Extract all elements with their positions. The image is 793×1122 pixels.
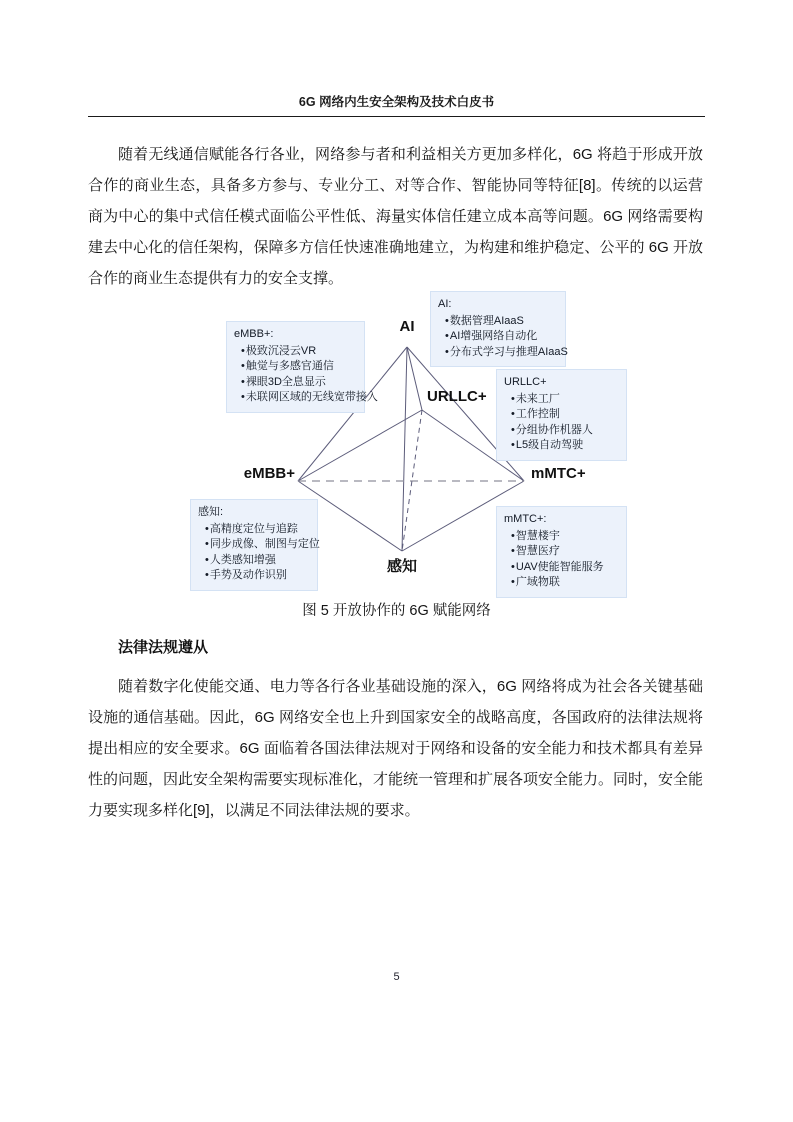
callout-list [504, 529, 619, 591]
callout-item: • 高精度定位与追踪 [205, 522, 310, 538]
callout-item: • AI增强网络自动化 [445, 329, 558, 345]
callout-list [504, 392, 619, 454]
callout-sensing [190, 499, 318, 591]
callout-embb [226, 321, 378, 413]
callout-title: eMBB+: [234, 328, 274, 340]
vertex-label-mmtc: mMTC+ [531, 465, 586, 482]
callout-list [198, 522, 320, 584]
callout-item: • 未来工厂 [511, 392, 619, 408]
callout-item: • 裸眼3D全息显示 [241, 375, 357, 391]
callout-item: • 工作控制 [511, 407, 619, 423]
callout-item: • UAV使能智能服务 [511, 560, 619, 576]
callout-list [234, 344, 378, 406]
page-number: 5 [393, 971, 400, 983]
callout-title: URLLC+ [504, 376, 547, 388]
callout-item: • 智慧医疗 [511, 544, 619, 560]
callout-item: • 触觉与多感官通信 [241, 359, 357, 375]
callout-item: • 同步成像、制图与定位 [205, 537, 310, 553]
page-header [88, 92, 705, 110]
vertex-label-urllc: URLLC+ [427, 388, 487, 405]
figure-open-collaboration-6g [0, 280, 793, 598]
header-divider [88, 116, 705, 117]
callout-list [438, 314, 568, 361]
header-title: 6G 网络内生安全架构及技术白皮书 [298, 95, 495, 109]
vertex-label-embb: eMBB+ [243, 465, 295, 482]
vertex-label-sensing: 感知 [386, 558, 418, 575]
paragraph-legal-compliance: 随着数字化使能交通、电力等各行各业基础设施的深入，6G 网络将成为社会各关键基础设施的通信基础。因此，6G 网络安全也上升到国家安全的战略高度，各国政府的法律法规将提出相应的安全要求。6G 面临着各国法律法规对于网络和设备的安全能力和技术都具有差异性的问题，因此安全架构需要实现标准化，才能统一管理和扩展各项安全能力。同时，安全能力要实现多样化[9]，以满足不同法律法规的要求。 [88, 678, 704, 819]
dashed-edges [298, 410, 524, 551]
callout-item: • 人类感知增强 [205, 553, 310, 569]
callout-item: • 手势及动作识别 [205, 568, 310, 584]
callout-title: AI: [438, 298, 452, 310]
pyramid-diagram [0, 280, 793, 598]
callout-title: 感知: [198, 506, 224, 518]
callout-title: mMTC+: [504, 513, 547, 525]
section-heading-legal-compliance: 法律法规遵从 [118, 639, 209, 656]
callout-item: • 分组协作机器人 [511, 423, 619, 439]
callout-mmtc [496, 506, 627, 598]
callout-item: • 极致沉浸云VR [241, 344, 357, 360]
figure-caption: 图 5 开放协作的 6G 赋能网络 [302, 603, 491, 619]
callout-urllc [496, 369, 627, 461]
paragraph-trust-ecosystem: 随着无线通信赋能各行各业，网络参与者和利益相关方更加多样化，6G 将趋于形成开放合作的商业生态，具备多方参与、专业分工、对等合作、智能协同等特征[8]。传统的以运营商为中心的集中式信任模式面临公平性低、海量实体信任建立成本高等问题。6G 网络需要构建去中心化的信任架构，保障多方信任快速准确地建立，为构建和维护稳定、公平的 6G 开放合作的商业生态提供有力的安全支撑。 [88, 146, 703, 287]
callout-item: • 智慧楼宇 [511, 529, 619, 545]
callout-ai [430, 291, 566, 367]
callout-item: • L5级自动驾驶 [511, 438, 619, 454]
callout-item: • 分布式学习与推理AIaaS [445, 345, 558, 361]
vertex-label-ai: AI [399, 318, 415, 335]
callout-item: • 广域物联 [511, 575, 619, 591]
callout-item: • 未联网区域的无线宽带接入 [241, 390, 357, 406]
callout-item: • 数据管理AIaaS [445, 314, 558, 330]
